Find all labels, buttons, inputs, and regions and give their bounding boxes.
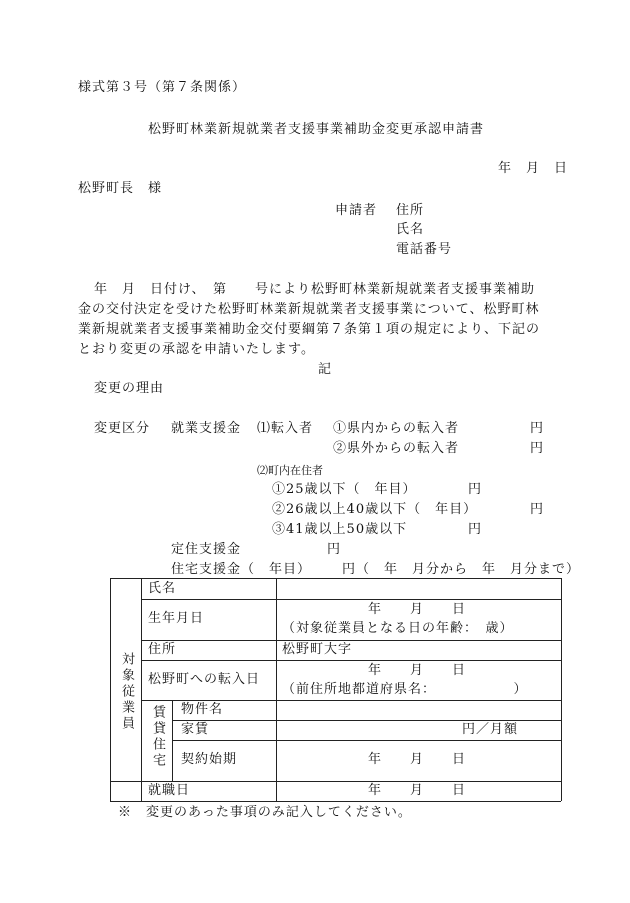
yen-1: 円 (530, 421, 545, 436)
move-date: 年 月 日 (368, 663, 467, 678)
applicant-label: 申請者 (335, 203, 378, 218)
phone-label: 電話番号 (396, 242, 453, 257)
jutaku-period: 円（ 年 月分から 年 月分まで） (342, 562, 581, 577)
side-label: 対象従業員 (119, 652, 134, 732)
tennyu-2: ②県外からの転入者 (333, 441, 460, 456)
name-label: 氏名 (396, 222, 425, 237)
shugyo-label: 就業支援金 (171, 421, 242, 436)
yen-2: 円 (530, 441, 545, 456)
birth-note: （対象従業員となる日の年齢： 歳） (282, 621, 514, 636)
address-label: 住所 (396, 203, 425, 218)
tennyu-1: ①県内からの転入者 (333, 421, 460, 436)
jutaku-label: 住宅支援金（ 年目） (171, 562, 312, 577)
rent-value: 円／月額 (462, 722, 519, 737)
body-line-2: 金の交付決定を受けた松野町林業新規就業者支援事業について、松野町林 (78, 302, 540, 317)
teiju-label: 定住支援金 (171, 542, 242, 557)
yen-6: 円 (327, 542, 342, 557)
employ-date: 年 月 日 (368, 783, 467, 798)
age-3: ③41歳以上50歳以下 (272, 522, 408, 537)
age-1: ①25歳以下（ 年目） (272, 482, 417, 497)
move-note: （前住所地都道府県名： ） (282, 682, 528, 697)
row-birth-label: 生年月日 (148, 611, 205, 626)
row-rent-label: 家賃 (181, 722, 210, 737)
age-2: ②26歳以上40歳以下（ 年目） (272, 502, 478, 517)
addressee: 松野町長 様 (78, 181, 163, 196)
birth-date: 年 月 日 (368, 602, 467, 617)
yen-3: 円 (468, 482, 483, 497)
row-property-label: 物件名 (181, 702, 224, 717)
category-label: 変更区分 (94, 421, 151, 436)
yen-5: 円 (468, 522, 483, 537)
body-line-3: 業新規就業者支援事業補助金交付要綱第７条第１項の規定により、下記の (78, 322, 541, 337)
contract-date: 年 月 日 (368, 752, 467, 767)
row-name-label: 氏名 (148, 581, 177, 596)
ki-mark: 記 (318, 362, 333, 377)
address-value: 松野町大字 (282, 642, 353, 657)
rental-label: 賃貸住宅 (150, 705, 165, 769)
row-move-label: 松野町への転入日 (148, 672, 261, 687)
row-contract-label: 契約始期 (181, 752, 238, 767)
row-employ-label: 就職日 (148, 783, 191, 798)
footnote: ※ 変更のあった事項のみ記入してください。 (118, 805, 412, 820)
yen-4: 円 (530, 502, 545, 517)
reason-label: 変更の理由 (94, 381, 165, 396)
form-number: 様式第３号（第７条関係） (78, 80, 247, 95)
date-line: 年 月 日 (498, 161, 569, 176)
chonai-heading: ⑵町内在住者 (257, 464, 323, 477)
row-address-label: 住所 (148, 642, 177, 657)
form-title: 松野町林業新規就業者支援事業補助金変更承認申請書 (148, 122, 485, 137)
body-line-4: とおり変更の承認を申請いたします。 (78, 342, 315, 357)
body-line-1: 年 月 日付け、 第 号により松野町林業新規就業者支援事業補助 (94, 282, 535, 297)
tennyu-heading: ⑴転入者 (257, 421, 314, 436)
